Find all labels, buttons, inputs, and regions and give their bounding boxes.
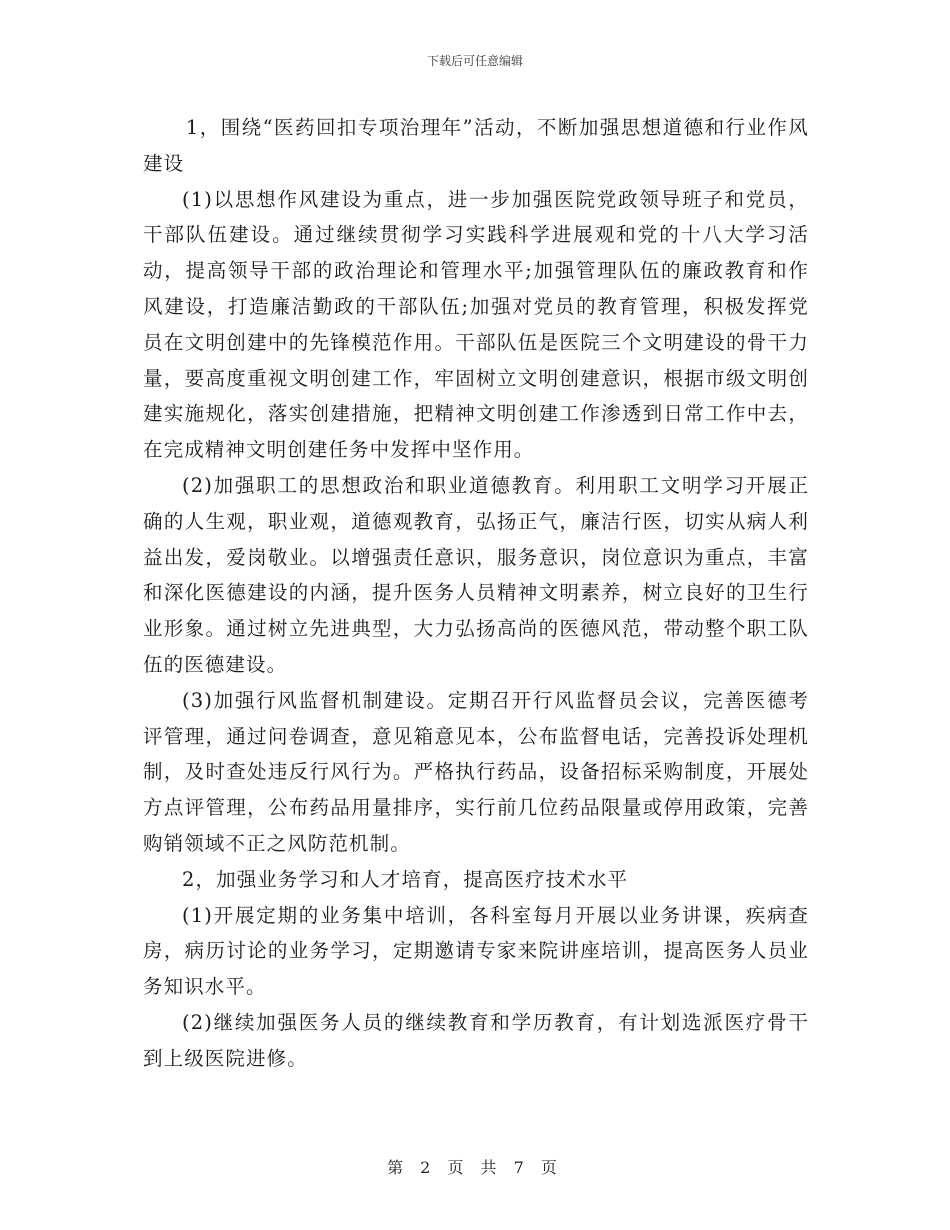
document-body (143, 110, 809, 1077)
paragraph-1-1: (1)以思想作风建设为重点，进一步加强医院党政领导班子和党员，干部队伍建设。通过继续贯彻学习实践科学进展观和党的十八大学习活动，提高领导干部的政治理论和管理水平;加强管理队伍的廉政教育和作风建设，打造廉洁勤政的干部队伍;加强对党员的教育管理，积极发挥党员在文明创建中的先锋模范作用。干部队伍是医院三个文明建设的骨干力量，要高度重视文明创建工作，牢固树立文明创建意识，根据市级文明创建实施规化，落实创建措施，把精神文明创建工作渗透到日常工作中去，在完成精神文明创建任务中发挥中坚作用。 (143, 187, 809, 462)
page-header: 下载后可任意编辑 (426, 54, 523, 68)
paragraph-1-3: (3)加强行风监督机制建设。定期召开行风监督员会议，完善医德考评管理，通过问卷调查，意见箱意见本，公布监督电话，完善投诉处理机制，及时查处违反行风行为。严格执行药品，设备招标采购制度，开展处方点评管理，公布药品用量排序，实行前几位药品限量或停用政策，完善购销领域不正之风防范机制。 (143, 688, 809, 855)
section-heading-1: 1，围绕“医药回扣专项治理年”活动，不断加强思想道德和行业作风建设 (143, 116, 809, 175)
section-heading-2: 2，加强业务学习和人才培育，提高医疗技术水平 (182, 867, 629, 891)
paragraph-2-2: (2)继续加强医务人员的继续教育和学历教育，有计划选派医疗骨干到上级医院进修。 (143, 1010, 809, 1070)
paragraph-1-2: (2)加强职工的思想政治和职业道德教育。利用职工文明学习开展正确的人生观，职业观，道德观教育，弘扬正气，廉洁行医，切实从病人利益出发，爱岗敬业。以增强责任意识，服务意识，岗位意识为重点，丰富和深化医德建设的内涵，提升医务人员精神文明素养，树立良好的卫生行业形象。通过树立先进典型，大力弘扬高尚的医德风范，带动整个职工队伍的医德建设。 (143, 473, 809, 676)
page-number-footer: 第 2 页 共 7 页 (387, 1158, 563, 1177)
paragraph-2-1: (1)开展定期的业务集中培训，各科室每月开展以业务讲课，疾病查房，病历讨论的业务学习，定期邀请专家来院讲座培训，提高医务人员业务知识水平。 (143, 903, 809, 999)
